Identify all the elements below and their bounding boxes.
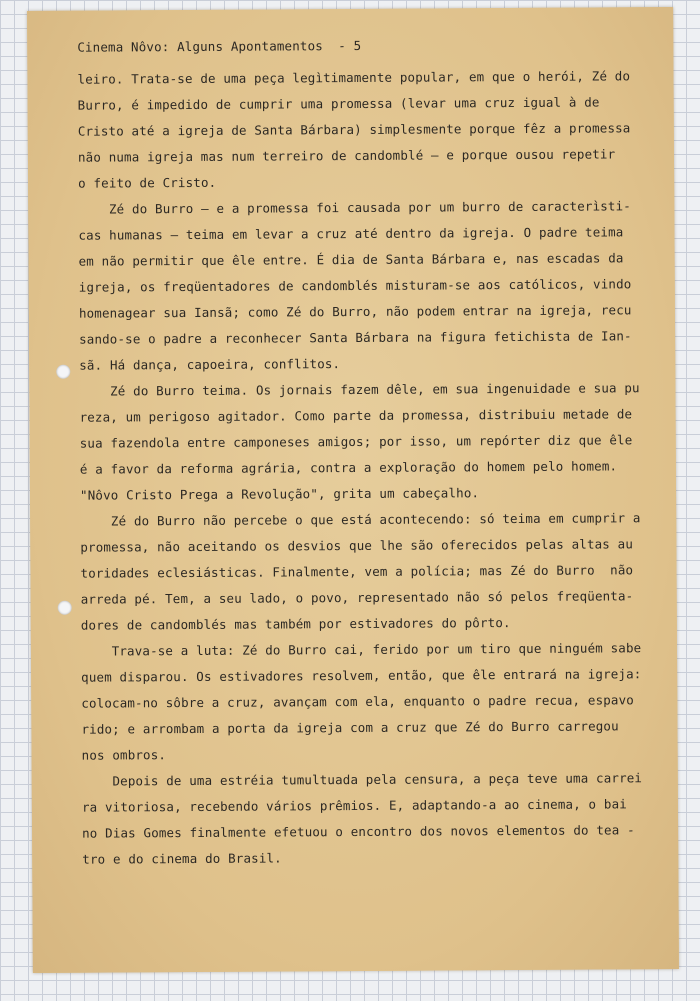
punch-hole bbox=[58, 601, 72, 615]
text-line: homenagear sua Iansã; como Zé do Burro, não podem entrar na igreja, recu bbox=[78, 302, 632, 321]
text-line: Zé do Burro teima. Os jornais fazem dêle, em sua ingenuidade e sua pu bbox=[79, 380, 640, 399]
header-title: Cinema Nôvo: Alguns Apontamentos bbox=[77, 38, 323, 55]
text-line: sua fazendola entre camponeses amigos; por isso, um repórter diz que êle bbox=[79, 432, 633, 451]
text-line: sã. Há dança, capoeira, conflitos. bbox=[79, 356, 341, 373]
page-header bbox=[77, 31, 637, 60]
text-line: igreja, os freqüentadores de candomblés misturam-se aos católicos, vindo bbox=[78, 276, 632, 295]
text-line: Burro, é impedido de cumprir uma promessa (levar uma cruz igual à de bbox=[77, 94, 600, 113]
text-line: sando-se o padre a reconhecer Santa Bárbara na figura fetichista de Ian- bbox=[79, 328, 632, 347]
text-line: toridades eclesiásticas. Finalmente, vem a polícia; mas Zé do Burro não bbox=[80, 562, 634, 581]
text-line: ra vitoriosa, recebendo vários prêmios. E, adaptando-a ao cinema, o bai bbox=[81, 796, 627, 815]
text-line: Zé do Burro — e a promessa foi causada por um burro de caracterìsti- bbox=[78, 198, 631, 217]
text-line: promessa, não aceitando os desvios que lhe são oferecidos pelas altas au bbox=[80, 536, 634, 555]
text-line: Cristo até a igreja de Santa Bárbara) simplesmente porque fêz a promessa bbox=[77, 120, 631, 139]
text-line: Depois de uma estréia tumultuada pela censura, a peça teve uma carrei bbox=[81, 770, 643, 789]
text-line: arreda pé. Tem, a seu lado, o povo, representado não só pelos freqüenta- bbox=[80, 588, 634, 607]
punch-hole bbox=[56, 365, 70, 379]
text-line: reza, um perigoso agitador. Como parte da promessa, distribuiu metade de bbox=[79, 406, 633, 425]
text-line: o feito de Cristo. bbox=[78, 174, 217, 191]
text-line: nos ombros. bbox=[81, 747, 167, 763]
text-line: dores de candomblés mas também por estivadores do pôrto. bbox=[80, 615, 511, 633]
text-line: "Nôvo Cristo Prega a Revolução", grita um cabeçalho. bbox=[79, 485, 480, 503]
text-line: em não permitir que êle entre. É dia de Santa Bárbara e, nas escadas da bbox=[78, 250, 624, 269]
text-line: tro e do cinema do Brasil. bbox=[82, 850, 282, 867]
text-line: rido; e arrombam a porta da igreja com a cruz que Zé do Burro carregou bbox=[81, 718, 619, 737]
text-line: quem disparou. Os estivadores resolvem, então, que êle entrará na igreja: bbox=[81, 666, 642, 685]
text-line: no Dias Gomes finalmente efetuou o encontro dos novos elementos do tea - bbox=[82, 822, 635, 841]
text-line: é a favor da reforma agrária, contra a exploração do homem pelo homem. bbox=[79, 458, 618, 477]
typewritten-page bbox=[27, 7, 679, 973]
text-line: Zé do Burro não percebe o que está acontecendo: só teima em cumprir a bbox=[80, 510, 641, 529]
text-line: não numa igreja mas num terreiro de candomblé — e porque ousou repetir bbox=[77, 146, 616, 165]
text-line: colocam-no sôbre a cruz, avançam com ela, enquanto o padre recua, espavo bbox=[81, 692, 634, 711]
text-line: Trava-se a luta: Zé do Burro cai, ferido por um tiro que ninguém sabe bbox=[80, 640, 642, 659]
text-line: cas humanas — teima em levar a cruz até dentro da igreja. O padre teima bbox=[78, 224, 624, 243]
page-number: - 5 bbox=[338, 37, 362, 54]
text-line: leiro. Trata-se de uma peça legìtimamente popular, em que o herói, Zé do bbox=[77, 68, 631, 87]
page-body bbox=[77, 31, 642, 872]
